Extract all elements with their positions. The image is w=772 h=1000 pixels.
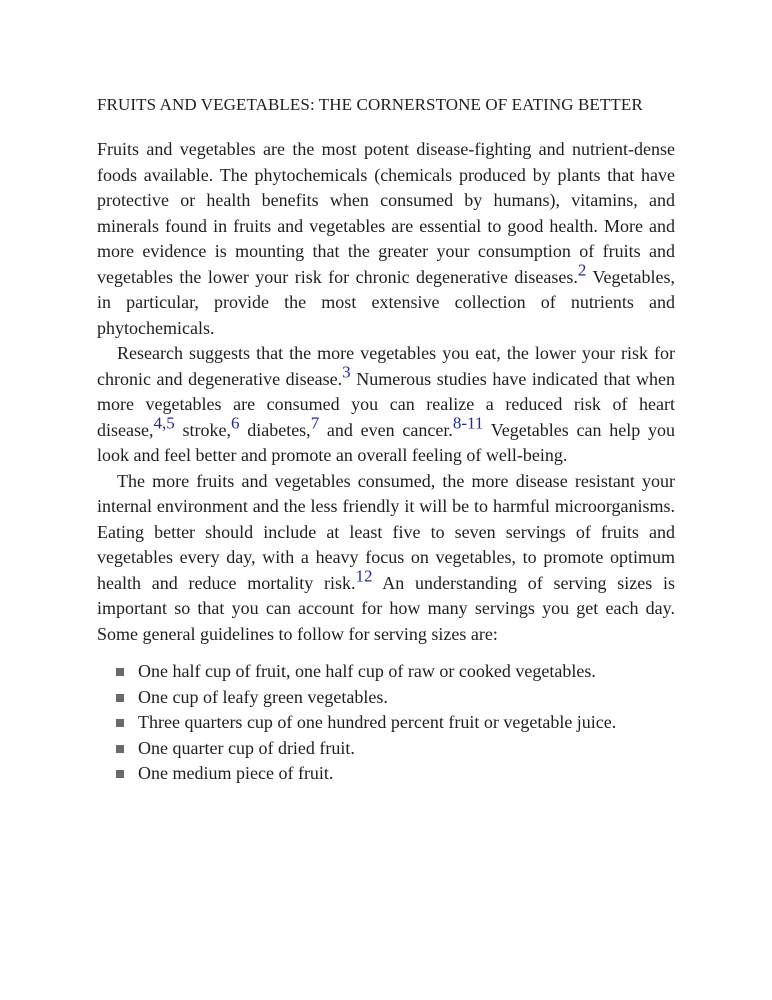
paragraph-1 (97, 137, 675, 341)
paragraph-2-text-b: Numerous studies have indicated that when more vegetables are consumed you can realize a reduced risk of heart disease, (97, 368, 676, 440)
paragraph-1-text-b: Vegetables, in particular, provide the most extensive collection of nutrients and phytochemicals. (97, 266, 675, 338)
footnote-ref-3[interactable]: 3 (342, 361, 351, 381)
square-bullet-icon (116, 668, 124, 676)
list-item (116, 659, 675, 685)
square-bullet-icon (116, 694, 124, 702)
paragraph-3-text-b: An understanding of serving sizes is important so that you can account for how many servings you get each day. Some general guidelines to follow for serving sizes are: (97, 572, 675, 644)
footnote-ref-7[interactable]: 7 (310, 412, 320, 432)
list-item-text: One quarter cup of dried fruit. (138, 737, 355, 758)
square-bullet-icon (116, 745, 124, 753)
square-bullet-icon (116, 770, 124, 778)
footnote-ref-12[interactable]: 12 (355, 565, 373, 585)
paragraph-2-text-e: and even cancer. (319, 419, 453, 440)
paragraph-2 (97, 341, 675, 469)
paragraph-2-text-a: Research suggests that the more vegetables you eat, the lower your risk for chronic and degenerative disease. (97, 343, 675, 389)
list-item (116, 761, 675, 787)
list-item-text: One medium piece of fruit. (138, 763, 334, 783)
list-item (116, 710, 675, 736)
section-title: FRUITS AND VEGETABLES: THE CORNERSTONE OF EATING BETTER (97, 95, 643, 114)
footnote-ref-6[interactable]: 6 (230, 412, 240, 432)
list-item (116, 736, 675, 762)
footnote-ref-4-5[interactable]: 4,5 (153, 412, 175, 432)
paragraph-3 (97, 469, 675, 648)
paragraph-2-text-d: diabetes, (239, 419, 311, 440)
paragraph-3-text-a: The more fruits and vegetables consumed, the more disease resistant your internal environment and the less friendly it will be to harmful microorganisms. Eating better should include at least five to seven servings of fruits and vegetables every day, with a heavy focus on vegetables, to promote optimum health and reduce mortality risk. (97, 470, 675, 593)
list-item-text: One half cup of fruit, one half cup of raw or cooked vegetables. (138, 661, 596, 681)
paragraph-1-text-a: Fruits and vegetables are the most potent disease-fighting and nutrient-dense foods available. The phytochemicals (chemicals produced by plants that have protective or health benefits when consumed by humans), vitamins, and minerals found in fruits and vegetables are essential to good health. More and more evidence is mounting that the greater your consumption of fruits and vegetables the lower your risk for chronic degenerative diseases. (97, 139, 675, 287)
footnote-ref-8-11[interactable]: 8-11 (452, 412, 484, 432)
serving-sizes-list (97, 659, 675, 787)
footnote-ref-2[interactable]: 2 (577, 259, 587, 279)
square-bullet-icon (116, 719, 124, 727)
document-page (97, 92, 675, 787)
paragraph-2-text-c: stroke, (174, 419, 231, 440)
paragraph-2-text-f: Vegetables can help you look and feel better and promote an overall feeling of well-being. (97, 419, 675, 465)
list-item-text: One cup of leafy green vegetables. (138, 686, 388, 707)
list-item (116, 685, 675, 711)
list-item-text: Three quarters cup of one hundred percent fruit or vegetable juice. (138, 712, 617, 732)
